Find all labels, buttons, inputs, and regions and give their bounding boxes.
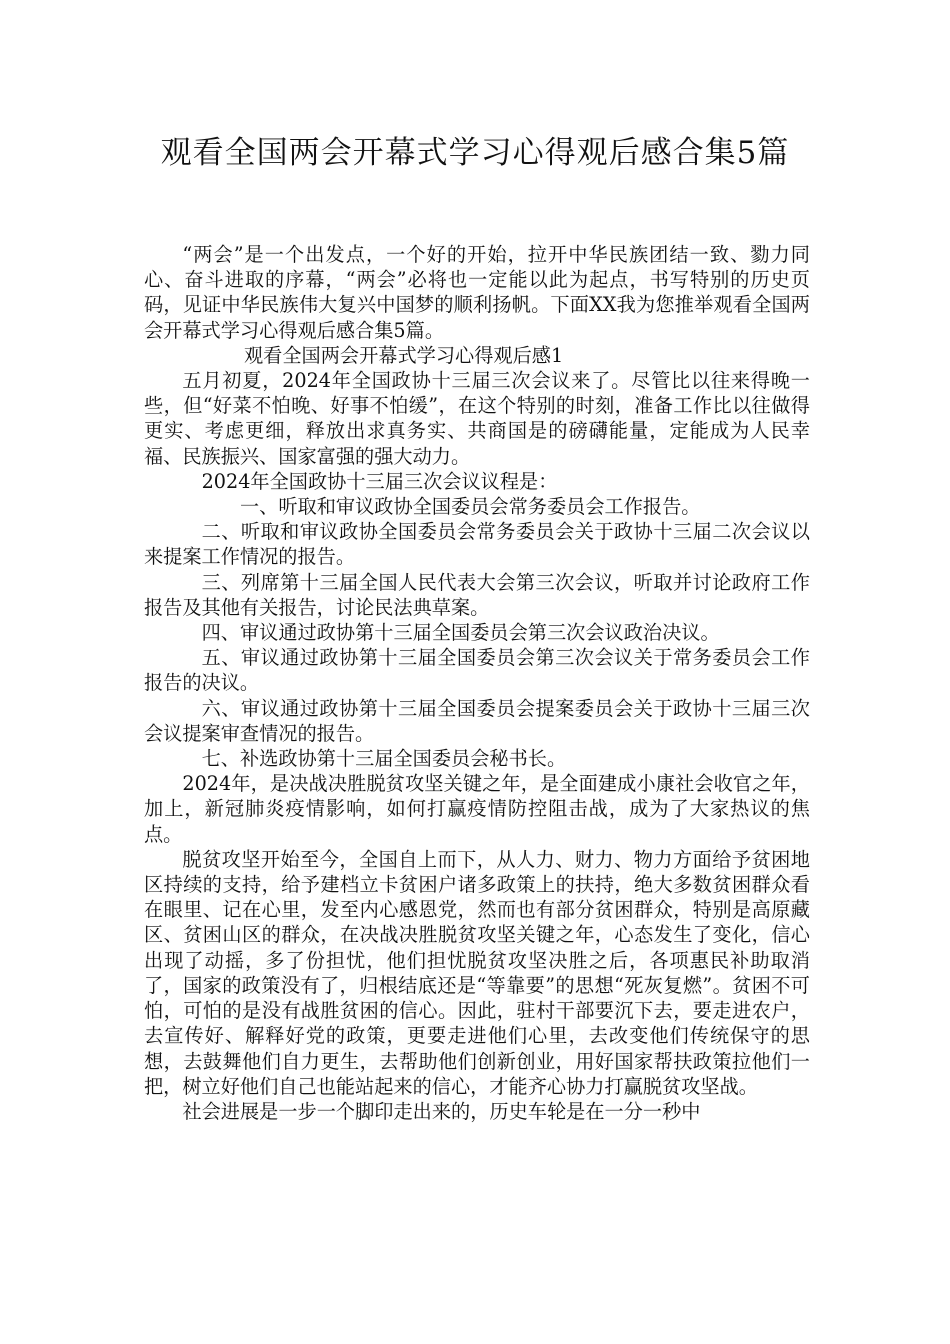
agenda-item: 五、审议通过政协第十三届全国委员会第三次会议关于常务委员会工作报告的决议。 — [144, 646, 810, 695]
agenda-item: 一、听取和审议政协全国委员会常务委员会工作报告。 — [240, 495, 701, 519]
agenda-item: 四、审议通过政协第十三届全国委员会第三次会议政治决议。 — [201, 621, 720, 645]
agenda-item: 二、听取和审议政协全国委员会常务委员会关于政协十三届二次会议以来提案工作情况的报告。 — [144, 520, 810, 569]
body-paragraph: 脱贫攻坚开始至今，全国自上而下，从人力、财力、物力方面给予贫困地区持续的支持，给予建档立卡贫困户诸多政策上的扶持，绝大多数贫困群众看在眼里、记在心里，发至内心感恩党，然而也有部分贫困群众，特别是高原藏区、贫困山区的群众，在决战决胜脱贫攻坚关键之年，心态发生了变化，信心出现了动摇，多了份担忧，他们担忧脱贫攻坚决胜之后，各项惠民补助取消了，国家的政策没有了，归根结底还是“等靠要”的思想“死灰复燃”。贫困不可怕，可怕的是没有战胜贫困的信心。因此，驻村干部要沉下去，要走进农户，去宣传好、解释好党的政策，更要走进他们心里，去改变他们传统保守的思想，去鼓舞他们自力更生，去帮助他们创新创业，用好国家帮扶政策拉他们一把，树立好他们自己也能站起来的信心，才能齐心协力打赢脱贫攻坚战。 — [144, 847, 810, 1098]
agenda-item: 六、审议通过政协第十三届全国委员会提案委员会关于政协十三届三次会议提案审查情况的报告。 — [144, 696, 810, 745]
agenda-item: 三、列席第十三届全国人民代表大会第三次会议，听取并讨论政府工作报告及其他有关报告，讨论民法典草案。 — [144, 570, 810, 619]
document-body — [144, 242, 810, 1124]
agenda-intro: 2024年全国政协十三届三次会议议程是： — [201, 469, 558, 493]
intro-paragraph: “两会”是一个出发点，一个好的开始，拉开中华民族团结一致、勠力同心、奋斗进取的序幕，“两会”必将也一定能以此为起点，书写特别的历史页码，见证中华民族伟大复兴中国梦的顺利扬帆。下面XX我为您推举观看全国两会开幕式学习心得观后感合集5篇。 — [144, 243, 810, 342]
agenda-item: 七、补选政协第十三届全国委员会秘书长。 — [201, 747, 567, 771]
document-title: 观看全国两会开幕式学习心得观后感合集5篇 — [160, 135, 790, 171]
body-paragraph: 五月初夏，2024年全国政协十三届三次会议来了。尽管比以往来得晚一些，但“好菜不怕晚、好事不怕缓”，在这个特别的时刻，准备工作比以往做得更实、考虑更细，释放出求真务实、共商国是的磅礴能量，定能成为人民幸福、民族振兴、国家富强的强大动力。 — [144, 369, 810, 468]
body-paragraph: 社会进展是一步一个脚印走出来的，历史车轮是在一分一秒中 — [182, 1099, 701, 1123]
section-title: 观看全国两会开幕式学习心得观后感1 — [244, 343, 564, 367]
body-paragraph: 2024年，是决战决胜脱贫攻坚关键之年，是全面建成小康社会收官之年，加上，新冠肺炎疫情影响，如何打赢疫情防控阻击战，成为了大家热议的焦点。 — [144, 772, 810, 846]
